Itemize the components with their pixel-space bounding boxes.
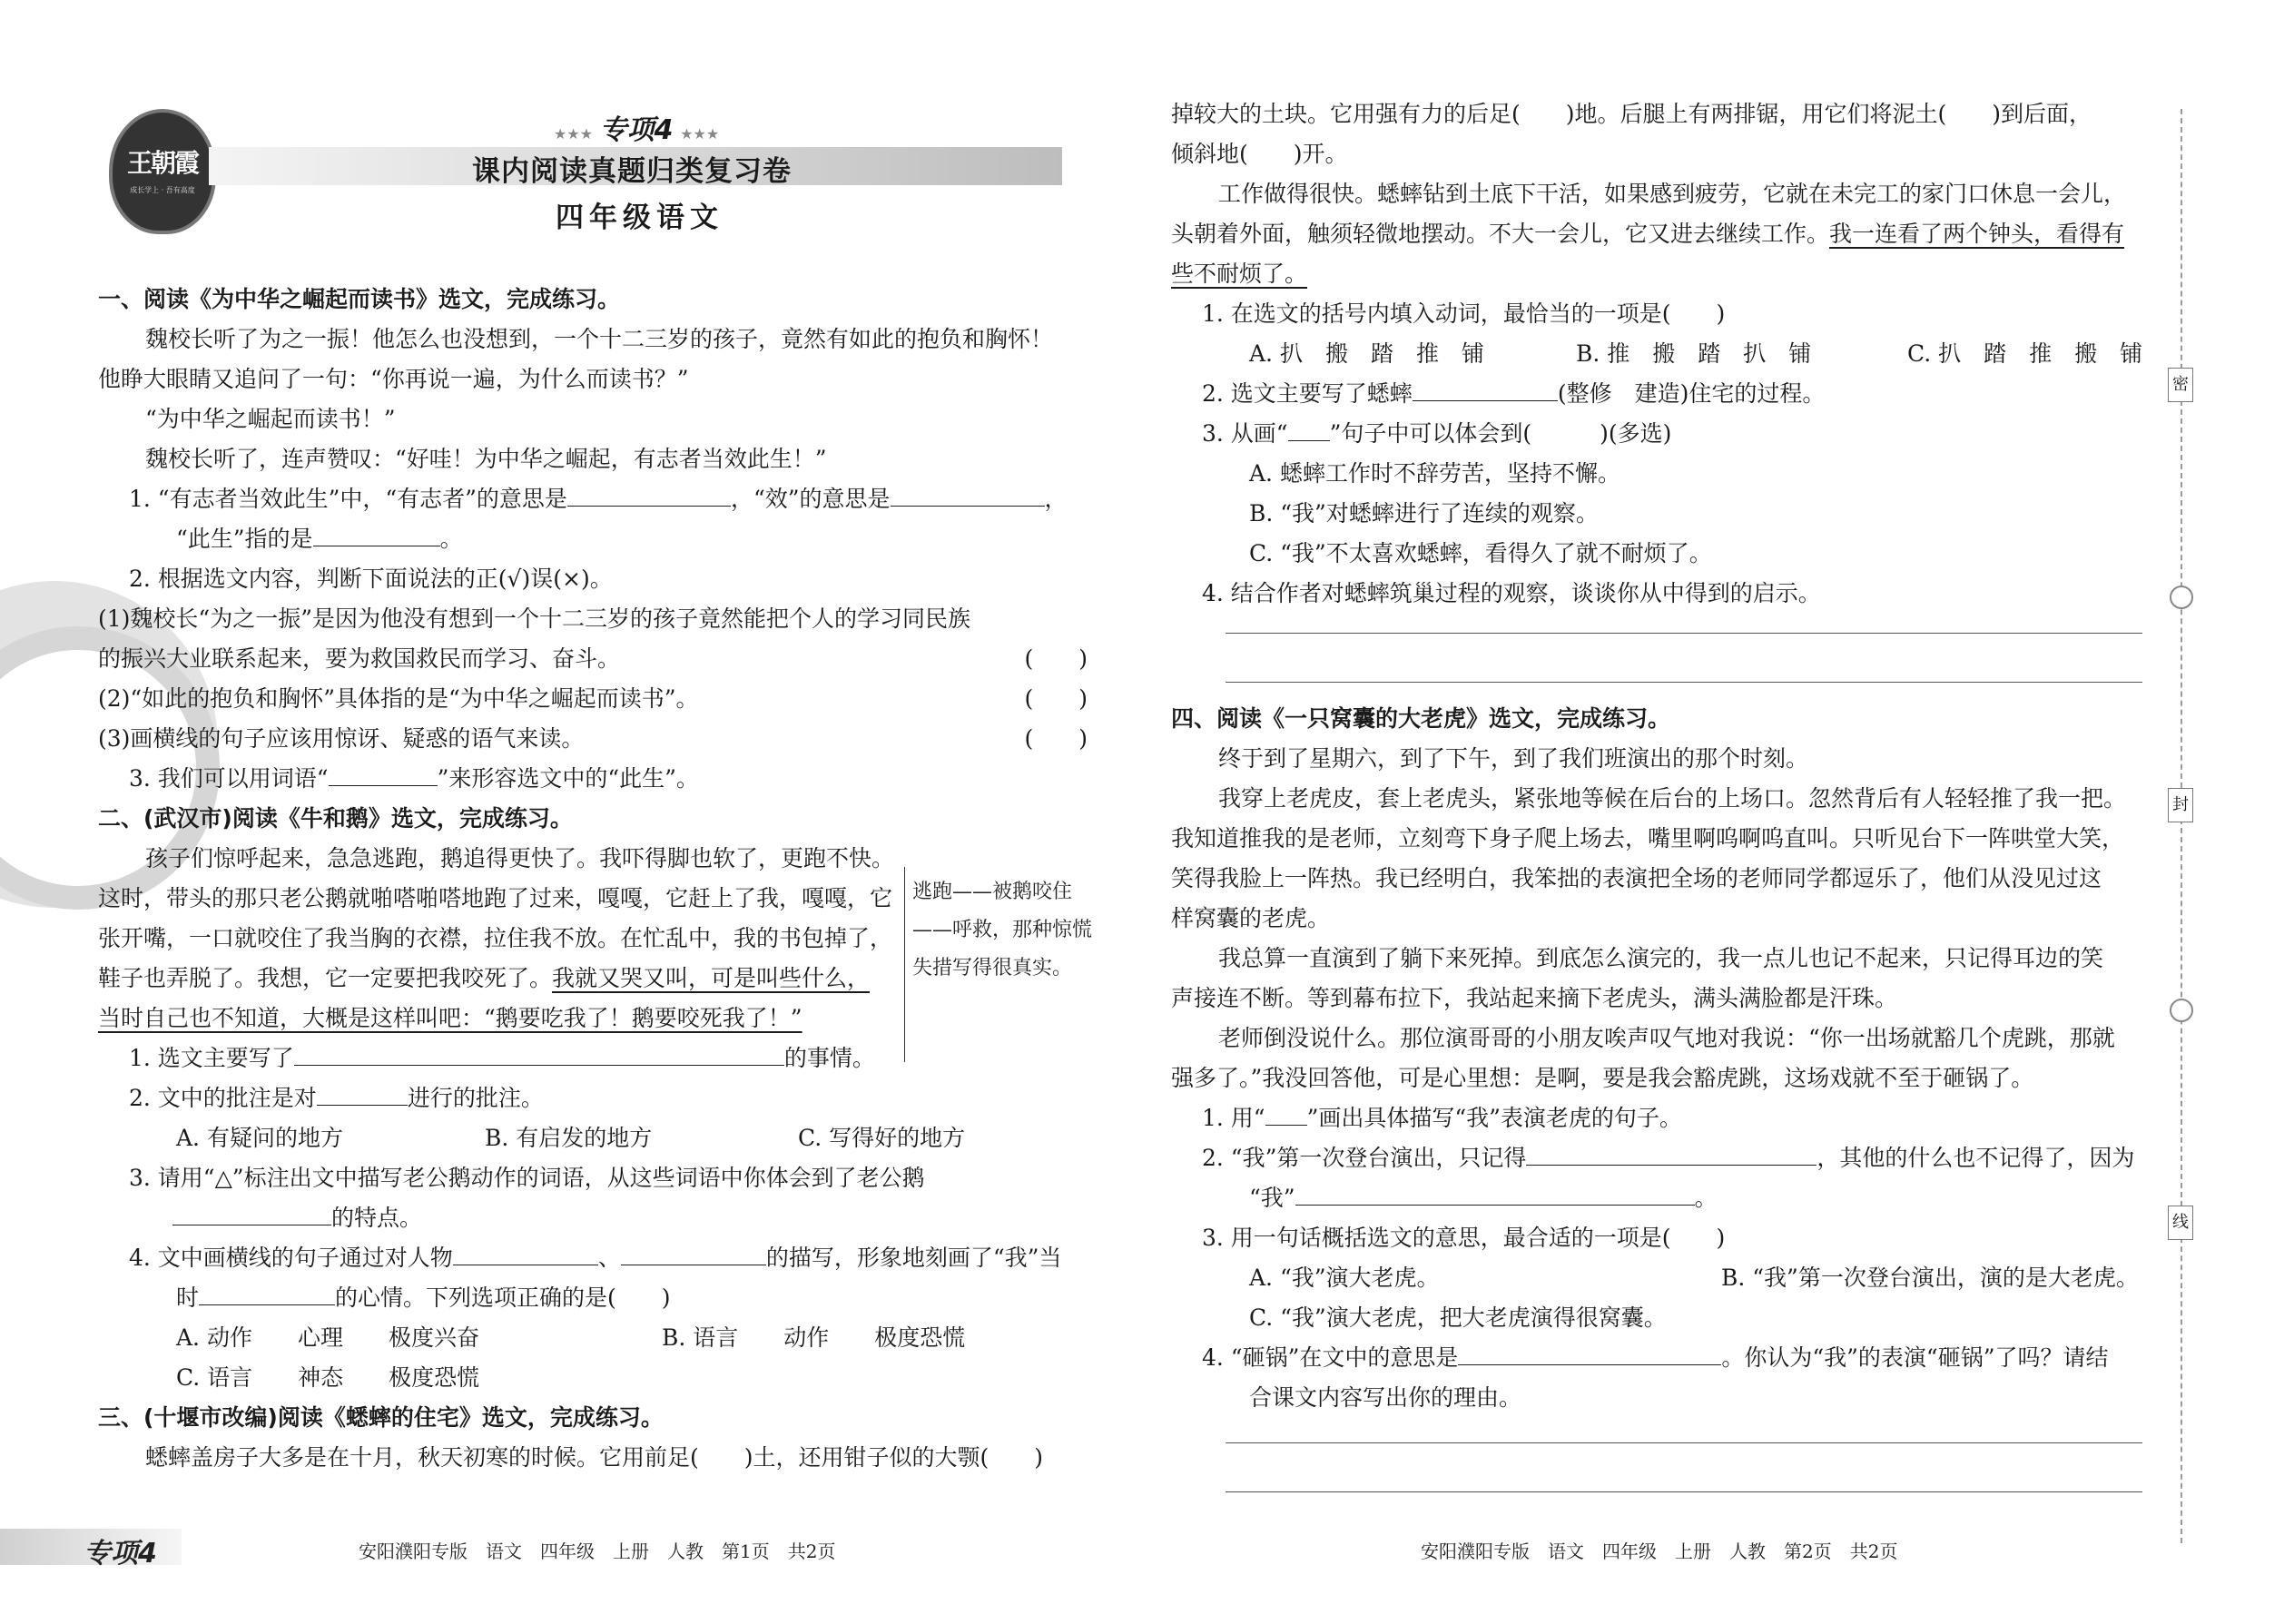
passage-text: 头朝着外面，触须轻微地摆动。不大一会儿，它又进去继续工作。 — [1171, 221, 1830, 247]
judgement-text: 的振兴大业联系起来，要为救国救民而学习、奋斗。 — [98, 645, 621, 672]
logo-badge — [109, 109, 216, 234]
question-2-2-options — [98, 1118, 1088, 1158]
passage-text: 鞋子也弄脱了。我想，它一定要把我咬死了。 — [98, 965, 553, 991]
question-4-3-options — [1171, 1258, 2161, 1298]
question-1-1 — [98, 479, 1088, 519]
question-text: “我” — [1249, 1185, 1295, 1211]
question-1-2: 2. 根据选文内容，判断下面说法的正(√)误(×)。 — [129, 566, 613, 592]
option-b[interactable]: B. “我”第一次登台演出，演的是大老虎。 — [1721, 1265, 2139, 1291]
question-3-4: 4. 结合作者对蟋蟀筑巢过程的观察，谈谈你从中得到的启示。 — [1202, 580, 1821, 606]
option-a[interactable]: A. 蟋蟀工作时不辞劳苦，坚持不懈。 — [1249, 460, 1620, 487]
question-2-3-cont — [98, 1198, 1088, 1238]
question-2-2 — [98, 1078, 1088, 1118]
option-c[interactable]: C. 扒 踏 推 搬 铺 — [1907, 340, 2143, 367]
question-4-2 — [1171, 1138, 2161, 1178]
passage-line: 他睁大眼睛又追问了一句：“你再说一遍，为什么而读书？” — [98, 366, 689, 392]
question-text: ，其他的什么也不记得了，因为 — [1816, 1145, 2135, 1171]
question-text: 1. 用“ — [1202, 1105, 1265, 1131]
footer-left: 安阳濮阳专版 语文 四年级 上册 人教 第1页 共2页 — [359, 1540, 836, 1562]
passage-line: 声接连不断。等到幕布拉下，我站起来摘下老虎头，满头满脸都是汗珠。 — [1171, 985, 1898, 1011]
answer-paren[interactable]: ( ) — [1024, 685, 1088, 712]
question-3-3 — [1171, 414, 2161, 454]
answer-paren[interactable]: ( ) — [1024, 725, 1088, 752]
question-text: 2. 文中的批注是对 — [129, 1085, 317, 1111]
answer-blank[interactable] — [313, 522, 440, 546]
question-text: 4. “砸锅”在文中的意思是 — [1202, 1344, 1459, 1371]
section-3-title: 三、(十堰市改编)阅读《蟋蟀的住宅》选文，完成练习。 — [98, 1404, 664, 1431]
answer-blank[interactable] — [1295, 1181, 1695, 1206]
passage-line: 笑得我脸上一阵热。我已经明白，我笨拙的表演把全场的老师同学都逗乐了，他们从没见过这 — [1171, 865, 2102, 891]
question-text: 进行的批注。 — [407, 1085, 544, 1111]
question-3-2 — [1171, 374, 2161, 414]
underlined-sentence: 我一连看了两个钟头，看得有 — [1829, 221, 2125, 247]
passage-line: 掉较大的土块。它用强有力的后足( )地。后腿上有两排锯，用它们将泥土( )到后面， — [1171, 101, 2092, 127]
option-c[interactable]: C. 写得好的地方 — [798, 1125, 966, 1151]
passage-line: 我穿上老虎皮，套上老虎头，紧张地等候在后台的上场口。忽然背后有人轻轻推了我一把。 — [1218, 785, 2127, 812]
answer-blank[interactable] — [172, 1201, 331, 1225]
passage-line: 工作做得很快。蟋蟀钻到土底下干活，如果感到疲劳，它就在未完工的家门口休息一会儿， — [1218, 181, 2127, 207]
option-c[interactable]: C. “我”不太喜欢蟋蟀，看得久了就不耐烦了。 — [1249, 540, 1712, 566]
answer-blank[interactable] — [1526, 1141, 1816, 1166]
passage-line: 终于到了星期六，到了下午，到了我们班演出的那个时刻。 — [1218, 745, 1809, 772]
question-2-4 — [98, 1238, 1088, 1278]
question-text: ， — [1044, 486, 1068, 512]
judgement-3 — [98, 719, 1088, 759]
special-label: 专项4 — [599, 114, 674, 146]
question-text: 时 — [176, 1284, 200, 1311]
page-title: 课内阅读真题归类复习卷 — [472, 155, 792, 188]
header-badge-row — [554, 107, 719, 147]
question-text: 。 — [439, 526, 463, 552]
question-text: “此生”指的是 — [176, 526, 313, 552]
question-text: 2. 选文主要写了蟋蟀 — [1202, 380, 1413, 407]
answer-blank[interactable] — [329, 762, 438, 786]
answer-blank[interactable] — [891, 482, 1045, 507]
answer-line[interactable] — [1226, 1491, 2142, 1492]
judgement-1b — [98, 639, 1088, 679]
question-4-2-cont — [1171, 1178, 2161, 1218]
answer-blank[interactable] — [567, 482, 731, 507]
answer-paren[interactable]: ( ) — [1024, 645, 1088, 672]
judgement-1a: (1)魏校长“为之一振”是因为他没有想到一个十二三岁的孩子竟然能把个人的学习同民族 — [98, 605, 970, 632]
passage-line: 我总算一直演到了躺下来死掉。到底怎么演完的，我一点儿也记不起来，只记得耳边的笑 — [1218, 945, 2104, 971]
underline-mark — [1288, 417, 1330, 441]
underline-mark — [1265, 1101, 1307, 1126]
question-3-1-options — [1171, 334, 2161, 374]
question-text: 3. 我们可以用词语“ — [129, 765, 329, 792]
passage-line: “为中华之崛起而读书！” — [145, 406, 396, 432]
passage-line: 孩子们惊呼起来，急急逃跑，鹅追得更快了。我吓得脚也软了，更跑不快。 — [145, 845, 895, 871]
answer-blank[interactable] — [1413, 377, 1558, 401]
annotation-note: 逃跑——被鹅咬住——呼救，那种惊慌失措写得很真实。 — [912, 881, 1093, 979]
underlined-sentence: 我就又哭又叫，可是叫些什么， — [552, 965, 871, 991]
question-2-4-options — [98, 1318, 1088, 1358]
question-text: 1. “有志者当效此生”中，“有志者”的意思是 — [129, 486, 567, 512]
answer-blank[interactable] — [453, 1241, 598, 1265]
question-4-3: 3. 用一句话概括选文的意思，最合适的一项是( ) — [1202, 1225, 1726, 1251]
question-4-1 — [1171, 1098, 2161, 1138]
passage-line — [1171, 214, 2161, 254]
question-text: 的特点。 — [331, 1205, 423, 1231]
question-text: ”句子中可以体会到( )(多选) — [1329, 420, 1672, 447]
section-4-title: 四、阅读《一只窝囊的大老虎》选文，完成练习。 — [1171, 705, 1671, 732]
answer-blank[interactable] — [1458, 1341, 1721, 1365]
question-4-4-cont: 合课文内容写出你的理由。 — [1249, 1384, 1522, 1411]
section-1-title: 一、阅读《为中华之崛起而读书》选文，完成练习。 — [98, 286, 621, 312]
binding-tag-seal: 封 — [2168, 788, 2193, 822]
question-text: ，“效”的意思是 — [730, 486, 891, 512]
passage-line: 倾斜地( )开。 — [1171, 141, 1348, 167]
option-b[interactable]: B. 推 搬 踏 扒 铺 — [1576, 340, 1812, 367]
option-c[interactable]: C. “我”演大老虎，把大老虎演得很窝囊。 — [1249, 1304, 1667, 1331]
binding-dashed-line — [2181, 109, 2182, 1543]
passage-line: 蟋蟀盖房子大多是在十月，秋天初寒的时候。它用前足( )土，还用钳子似的大颚( ) — [145, 1444, 1044, 1471]
question-1-1-cont — [98, 519, 1088, 559]
underlined-sentence: 当时自己也不知道，大概是这样叫吧：“鹅要吃我了！鹅要咬死我了！” — [98, 1005, 802, 1031]
option-a[interactable]: A. 动作 心理 极度兴奋 — [176, 1324, 479, 1351]
question-text: 4. 文中画横线的句子通过对人物 — [129, 1245, 453, 1271]
passage-line: 样窝囊的老虎。 — [1171, 905, 1331, 931]
passage-line: 张开嘴，一口就咬住了我当胸的衣襟，拉住我不放。在忙乱中，我的书包掉了， — [98, 925, 893, 951]
stars-left: ★★★ — [554, 125, 594, 143]
binding-ring — [2170, 999, 2193, 1022]
section-2-title: 二、(武汉市)阅读《牛和鹅》选文，完成练习。 — [98, 805, 573, 832]
question-2-1 — [98, 1038, 1088, 1078]
question-3-1: 1. 在选文的括号内填入动词，最恰当的一项是( ) — [1202, 300, 1726, 327]
footer-right: 安阳濮阳专版 语文 四年级 上册 人教 第2页 共2页 — [1421, 1540, 1898, 1562]
question-text: ”画出具体描写“我”表演老虎的句子。 — [1306, 1105, 1682, 1131]
passage-line: 这时，带头的那只老公鹅就啪嗒啪嗒地跑了过来，嘎嘎，它赶上了我，嘎嘎，它 — [98, 885, 893, 911]
option-b[interactable]: B. 语言 动作 极度恐慌 — [662, 1324, 966, 1351]
option-c[interactable]: C. 语言 神态 极度恐慌 — [176, 1364, 480, 1391]
logo-caption: 成长学上 · 吾有高度 — [130, 186, 195, 194]
question-text: 、 — [597, 1245, 621, 1271]
option-b[interactable]: B. 有启发的地方 — [485, 1125, 653, 1151]
page-subtitle: 四年级语文 — [556, 202, 724, 234]
answer-blank[interactable] — [621, 1241, 766, 1265]
judgement-text: (3)画横线的句子应该用惊讶、疑惑的语气来读。 — [98, 725, 585, 752]
logo-text: 王朝霞 — [126, 148, 198, 178]
binding-tag-line: 线 — [2168, 1206, 2193, 1240]
question-2-4-cont — [98, 1278, 1088, 1318]
option-a[interactable]: A. 扒 搬 踏 推 铺 — [1249, 340, 1484, 367]
stars-right: ★★★ — [680, 125, 720, 143]
passage-line: 老师倒没说什么。那位演哥哥的小朋友唉声叹气地对我说：“你一出场就豁几个虎跳，那就 — [1218, 1025, 2115, 1051]
footer-tag: 专项4 — [84, 1538, 157, 1570]
underlined-sentence: 些不耐烦了。 — [1171, 261, 1308, 287]
question-text: 的事情。 — [783, 1045, 875, 1071]
passage-line: 强多了。”我没回答他，可是心里想：是啊，要是我会豁虎跳，这场戏就不至于砸锅了。 — [1171, 1065, 2034, 1091]
passage-line: 魏校长听了为之一振！他怎么也没想到，一个十二三岁的孩子，竟然有如此的抱负和胸怀！ — [145, 326, 1054, 352]
option-a[interactable]: A. 有疑问的地方 — [176, 1125, 343, 1151]
question-text: 。你认为“我”的表演“砸锅”了吗？请结 — [1721, 1344, 2109, 1371]
question-2-3: 3. 请用“△”标注出文中描写老公鹅动作的词语，从这些词语中你体会到了老公鹅 — [129, 1165, 925, 1191]
option-b[interactable]: B. “我”对蟋蟀进行了连续的观察。 — [1249, 500, 1599, 527]
passage-line: 我知道推我的是老师，立刻弯下身子爬上场去，嘴里啊呜啊呜直叫。只听见台下一阵哄堂大笑， — [1171, 825, 2125, 851]
binding-tag-seal: 密 — [2168, 368, 2193, 402]
answer-blank[interactable] — [317, 1081, 408, 1106]
question-text: 的描写，形象地刻画了“我”当 — [765, 1245, 1062, 1271]
question-text: 的心情。下列选项正确的是( ) — [335, 1284, 671, 1311]
question-text: 3. 从画“ — [1202, 420, 1288, 447]
right-page — [1171, 94, 2161, 1492]
answer-blank[interactable] — [199, 1281, 335, 1305]
option-a[interactable]: A. “我”演大老虎。 — [1249, 1265, 1440, 1291]
question-4-4 — [1171, 1338, 2161, 1378]
question-text: 2. “我”第一次登台演出，只记得 — [1202, 1145, 1527, 1171]
question-text: 1. 选文主要写了 — [129, 1045, 294, 1071]
question-text: 。 — [1694, 1185, 1718, 1211]
judgement-2 — [98, 679, 1088, 719]
binding-ring — [2170, 586, 2193, 609]
question-1-3 — [98, 759, 1088, 799]
passage-line: 魏校长听了，连声赞叹：“好哇！为中华之崛起，有志者当效此生！” — [145, 446, 827, 472]
answer-blank[interactable] — [294, 1041, 784, 1066]
annotation-divider — [904, 867, 905, 1062]
question-text: ”来形容选文中的“此生”。 — [437, 765, 699, 792]
question-text: (整修 建造)住宅的过程。 — [1557, 380, 1826, 407]
judgement-text: (2)“如此的抱负和胸怀”具体指的是“为中华之崛起而读书”。 — [98, 685, 699, 712]
